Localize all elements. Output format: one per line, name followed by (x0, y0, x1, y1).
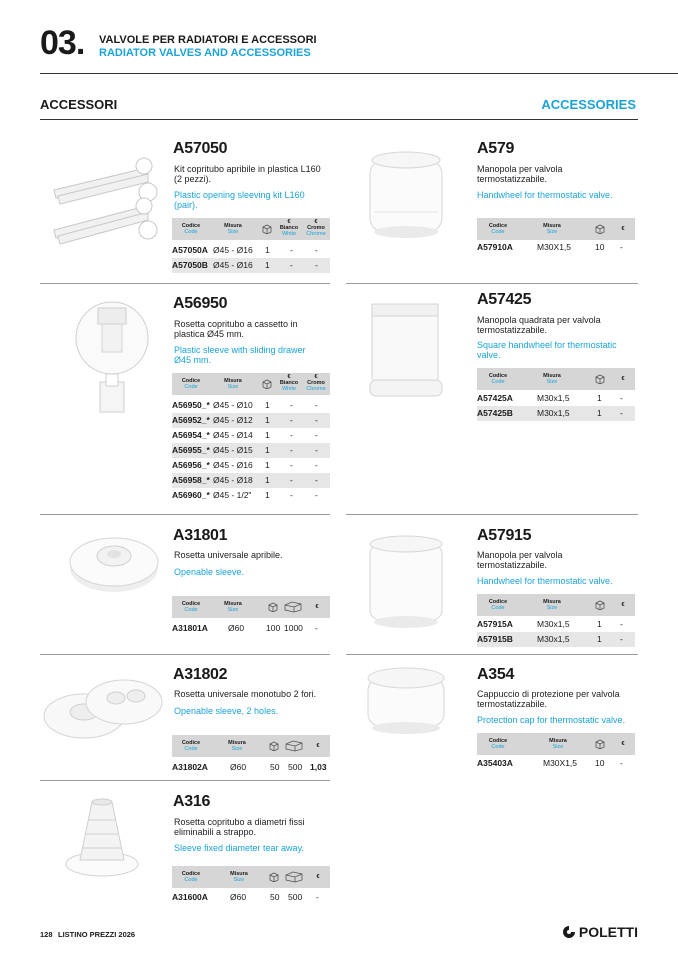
table-a31802 (172, 760, 330, 775)
table-cell-code: A57915A (477, 619, 513, 629)
product-code-a579: A579 (477, 140, 515, 157)
table-cell: Ø45 - Ø12 (213, 415, 253, 425)
table-cell: - (290, 245, 293, 255)
box-icon (595, 374, 605, 384)
table-cell: - (290, 260, 293, 270)
table-a31801 (172, 621, 330, 636)
table-cell: - (315, 430, 318, 440)
table-cell: - (620, 242, 623, 252)
table-cell: 10 (595, 758, 605, 768)
table-cell: 50 (270, 762, 280, 772)
table-cell: M30x1,5 (537, 634, 570, 644)
table-cell: 1 (265, 490, 270, 500)
table-row (172, 458, 330, 473)
table-cell: - (620, 619, 623, 629)
table-row (172, 398, 330, 413)
box-icon (262, 379, 272, 389)
table-row (172, 413, 330, 428)
table-cell: - (315, 245, 318, 255)
divider (40, 780, 330, 781)
table-a579 (477, 240, 635, 255)
table-cell: Ø60 (230, 892, 247, 902)
product-desc-it-a31801: Rosetta universale apribile. (174, 550, 283, 560)
table-cell: - (315, 415, 318, 425)
table-cell: 1 (597, 408, 602, 418)
divider (346, 654, 638, 655)
col-chrome: € Cromo Chrome (306, 219, 326, 237)
table-row (172, 258, 330, 273)
table-cell: - (315, 475, 318, 485)
table-cell-code: A31802A (172, 762, 208, 772)
table-cell: - (315, 623, 318, 633)
product-desc-it-a57050: Kit copritubo apribile in plastica L160 (2 pezzi). (174, 164, 321, 184)
divider (40, 654, 330, 655)
table-cell: Ø45 - Ø16 (213, 260, 253, 270)
table-cell-code: A56954_* (172, 430, 210, 440)
product-code-a316: A316 (173, 793, 211, 810)
product-desc-it-a354: Cappuccio di protezione per valvola termostatizzabile. (477, 689, 620, 709)
table-cell: M30x1,5 (537, 408, 570, 418)
product-image-a354 (364, 664, 448, 744)
table-cell-code: A57050A (172, 245, 208, 255)
table-cell: Ø45 - Ø14 (213, 430, 253, 440)
box-icon (269, 741, 279, 751)
table-header: Codice Code Misura Size € (477, 733, 635, 755)
table-cell: 1 (265, 445, 270, 455)
table-cell: - (315, 490, 318, 500)
table-cell: M30X1,5 (537, 242, 572, 252)
product-image-a57425 (366, 298, 446, 406)
table-cell-code: A57050B (172, 260, 208, 270)
divider (346, 514, 638, 515)
table-cell-code: A57910A (477, 242, 513, 252)
table-cell: Ø45 - Ø16 (213, 245, 253, 255)
product-code-a57425: A57425 (477, 291, 532, 308)
table-cell: 1 (597, 393, 602, 403)
table-header: Codice Code Misura Size € (172, 866, 330, 888)
table-cell: - (620, 634, 623, 644)
table-header: Codice Code Misura Size € (172, 735, 330, 757)
table-header: Codice Code Misura Size € (477, 594, 635, 616)
table-cell: 1 (265, 460, 270, 470)
table-cell: - (315, 460, 318, 470)
table-row (477, 617, 635, 632)
table-cell: - (290, 490, 293, 500)
product-code-a31802: A31802 (173, 666, 228, 683)
table-cell: Ø45 - Ø16 (213, 460, 253, 470)
box-icon (595, 739, 605, 749)
product-code-a354: A354 (477, 666, 515, 683)
table-row (477, 756, 635, 771)
product-code-a31801: A31801 (173, 527, 228, 544)
table-cell: 500 (288, 892, 303, 902)
table-cell: - (315, 445, 318, 455)
table-cell: - (315, 260, 318, 270)
table-cell: 50 (270, 892, 280, 902)
table-cell: M30x1,5 (537, 619, 570, 629)
table-a354 (477, 756, 635, 771)
product-code-a57915: A57915 (477, 527, 532, 544)
table-row (172, 488, 330, 503)
carton-icon (285, 740, 303, 752)
divider (40, 283, 330, 284)
table-cell: 1 (265, 475, 270, 485)
table-cell-code: A31801A (172, 623, 208, 633)
table-cell: - (290, 430, 293, 440)
table-cell: 1,03 (310, 762, 327, 772)
table-cell: 500 (288, 762, 303, 772)
table-cell: 100 (266, 623, 281, 633)
table-cell-code: A56958_* (172, 475, 210, 485)
table-cell-code: A56956_* (172, 460, 210, 470)
section-title-en: ACCESSORIES (541, 97, 636, 112)
table-cell: Ø45 - Ø10 (213, 400, 253, 410)
product-image-a316 (60, 796, 146, 882)
table-cell-code: A57425A (477, 393, 513, 403)
table-cell: Ø60 (228, 623, 245, 633)
table-cell: 1 (265, 430, 270, 440)
table-header (172, 218, 330, 240)
product-desc-en-a57050: Plastic opening sleeving kit L160 (pair). (174, 190, 305, 210)
table-a57915 (477, 617, 635, 647)
table-cell-code: A57425B (477, 408, 513, 418)
table-row (172, 890, 330, 905)
table-row (477, 406, 635, 421)
table-cell: 1 (265, 400, 270, 410)
box-icon (262, 224, 272, 234)
table-cell-code: A56955_* (172, 445, 210, 455)
table-row (172, 428, 330, 443)
table-cell: - (290, 445, 293, 455)
table-cell: - (620, 393, 623, 403)
divider (346, 283, 638, 284)
col-white: € Bianco White (279, 219, 299, 237)
table-row (172, 621, 330, 636)
table-cell: - (290, 415, 293, 425)
product-image-a31801 (66, 522, 164, 598)
table-cell: 1 (265, 260, 270, 270)
product-desc-en-a316: Sleeve fixed diameter tear away. (174, 843, 304, 853)
product-desc-en-a31802: Openable sleeve, 2 holes. (174, 706, 279, 716)
table-cell: 10 (595, 242, 605, 252)
box-icon (269, 872, 279, 882)
table-a57425 (477, 391, 635, 421)
table-cell: - (315, 400, 318, 410)
chapter-number: 03. (40, 24, 85, 62)
carton-icon (284, 601, 302, 613)
table-cell-code: A57915B (477, 634, 513, 644)
table-cell: - (620, 758, 623, 768)
product-desc-en-a579: Handwheel for thermostatic valve. (477, 190, 613, 200)
section-title-it: ACCESSORI (40, 97, 118, 112)
brand-logo: POLETTI (562, 924, 638, 940)
divider (40, 514, 330, 515)
product-image-a57915 (364, 532, 448, 632)
product-image-a579 (364, 146, 448, 244)
product-desc-it-a31802: Rosetta universale monotubo 2 fori. (174, 689, 317, 699)
table-cell-code: A35403A (477, 758, 513, 768)
table-row (477, 391, 635, 406)
table-row (477, 240, 635, 255)
table-a56950 (172, 398, 330, 503)
table-cell-code: A31600A (172, 892, 208, 902)
table-cell: Ø45 - 1/2" (213, 490, 252, 500)
product-desc-it-a316: Rosetta copritubo a diametri fissi eliminabili a strappo. (174, 817, 305, 837)
table-a57050 (172, 243, 330, 273)
table-cell: - (290, 400, 293, 410)
product-desc-it-a579: Manopola per valvola termostatizzabile. (477, 164, 563, 184)
product-image-a57050 (48, 152, 160, 252)
box-icon (595, 600, 605, 610)
product-code-a56950: A56950 (173, 295, 228, 312)
product-desc-en-a56950: Plastic sleeve with sliding drawer Ø45 mm. (174, 345, 306, 365)
product-desc-en-a31801: Openable sleeve. (174, 567, 245, 577)
table-row (172, 760, 330, 775)
table-header: Codice Code Misura Size € (172, 596, 330, 618)
table-header: Codice Code Misura Size € (477, 218, 635, 240)
table-cell: 1000 (284, 623, 303, 633)
product-desc-it-a56950: Rosetta copritubo a cassetto in plastica Ø45 mm. (174, 319, 298, 339)
carton-icon (285, 871, 303, 883)
table-cell-code: A56952_* (172, 415, 210, 425)
table-cell: 1 (265, 415, 270, 425)
table-cell: - (620, 408, 623, 418)
table-row (477, 632, 635, 647)
table-cell: Ø45 - Ø15 (213, 445, 253, 455)
product-image-a31802 (40, 662, 164, 754)
table-cell: 1 (597, 634, 602, 644)
product-desc-en-a354: Protection cap for thermostatic valve. (477, 715, 626, 725)
table-cell: Ø60 (230, 762, 247, 772)
table-cell: 1 (265, 245, 270, 255)
table-cell-code: A56960_* (172, 490, 210, 500)
table-a316 (172, 890, 330, 905)
col-code: Codice Code (181, 223, 201, 235)
product-image-a56950 (72, 298, 152, 416)
product-desc-it-a57425: Manopola quadrata per valvola termostatizzabile. (477, 315, 601, 335)
box-icon (595, 224, 605, 234)
table-row (172, 473, 330, 488)
page-number: 128 (40, 930, 53, 939)
poletti-logo-icon (562, 925, 576, 939)
table-cell: - (316, 892, 319, 902)
table-cell: M30x1,5 (537, 393, 570, 403)
col-size: Misura Size (224, 223, 242, 235)
product-desc-it-a57915: Manopola per valvola termostatizzabile. (477, 550, 563, 570)
table-cell-code: A56950_* (172, 400, 210, 410)
box-icon (268, 602, 278, 612)
table-header: Codice Code Misura Size € (477, 368, 635, 390)
table-cell: - (290, 460, 293, 470)
table-header: Codice Code Misura Size € Bianco White € Cromo Chrome (172, 373, 330, 395)
table-cell: M30X1,5 (543, 758, 578, 768)
product-desc-en-a57915: Handwheel for thermostatic valve. (477, 576, 613, 586)
product-code-a57050: A57050 (173, 140, 228, 157)
header-rule (40, 73, 678, 74)
table-cell: 1 (597, 619, 602, 629)
table-cell: Ø45 - Ø18 (213, 475, 253, 485)
section-rule (40, 119, 638, 120)
price-list-title: LISTINO PREZZI 2026 (58, 930, 136, 939)
chapter-title-it: VALVOLE PER RADIATORI E ACCESSORI (99, 34, 317, 46)
chapter-title-en: RADIATOR VALVES AND ACCESSORIES (99, 47, 311, 59)
table-row (172, 243, 330, 258)
table-row (172, 443, 330, 458)
product-desc-en-a57425: Square handwheel for thermostatic valve. (477, 340, 617, 360)
table-cell: - (290, 475, 293, 485)
